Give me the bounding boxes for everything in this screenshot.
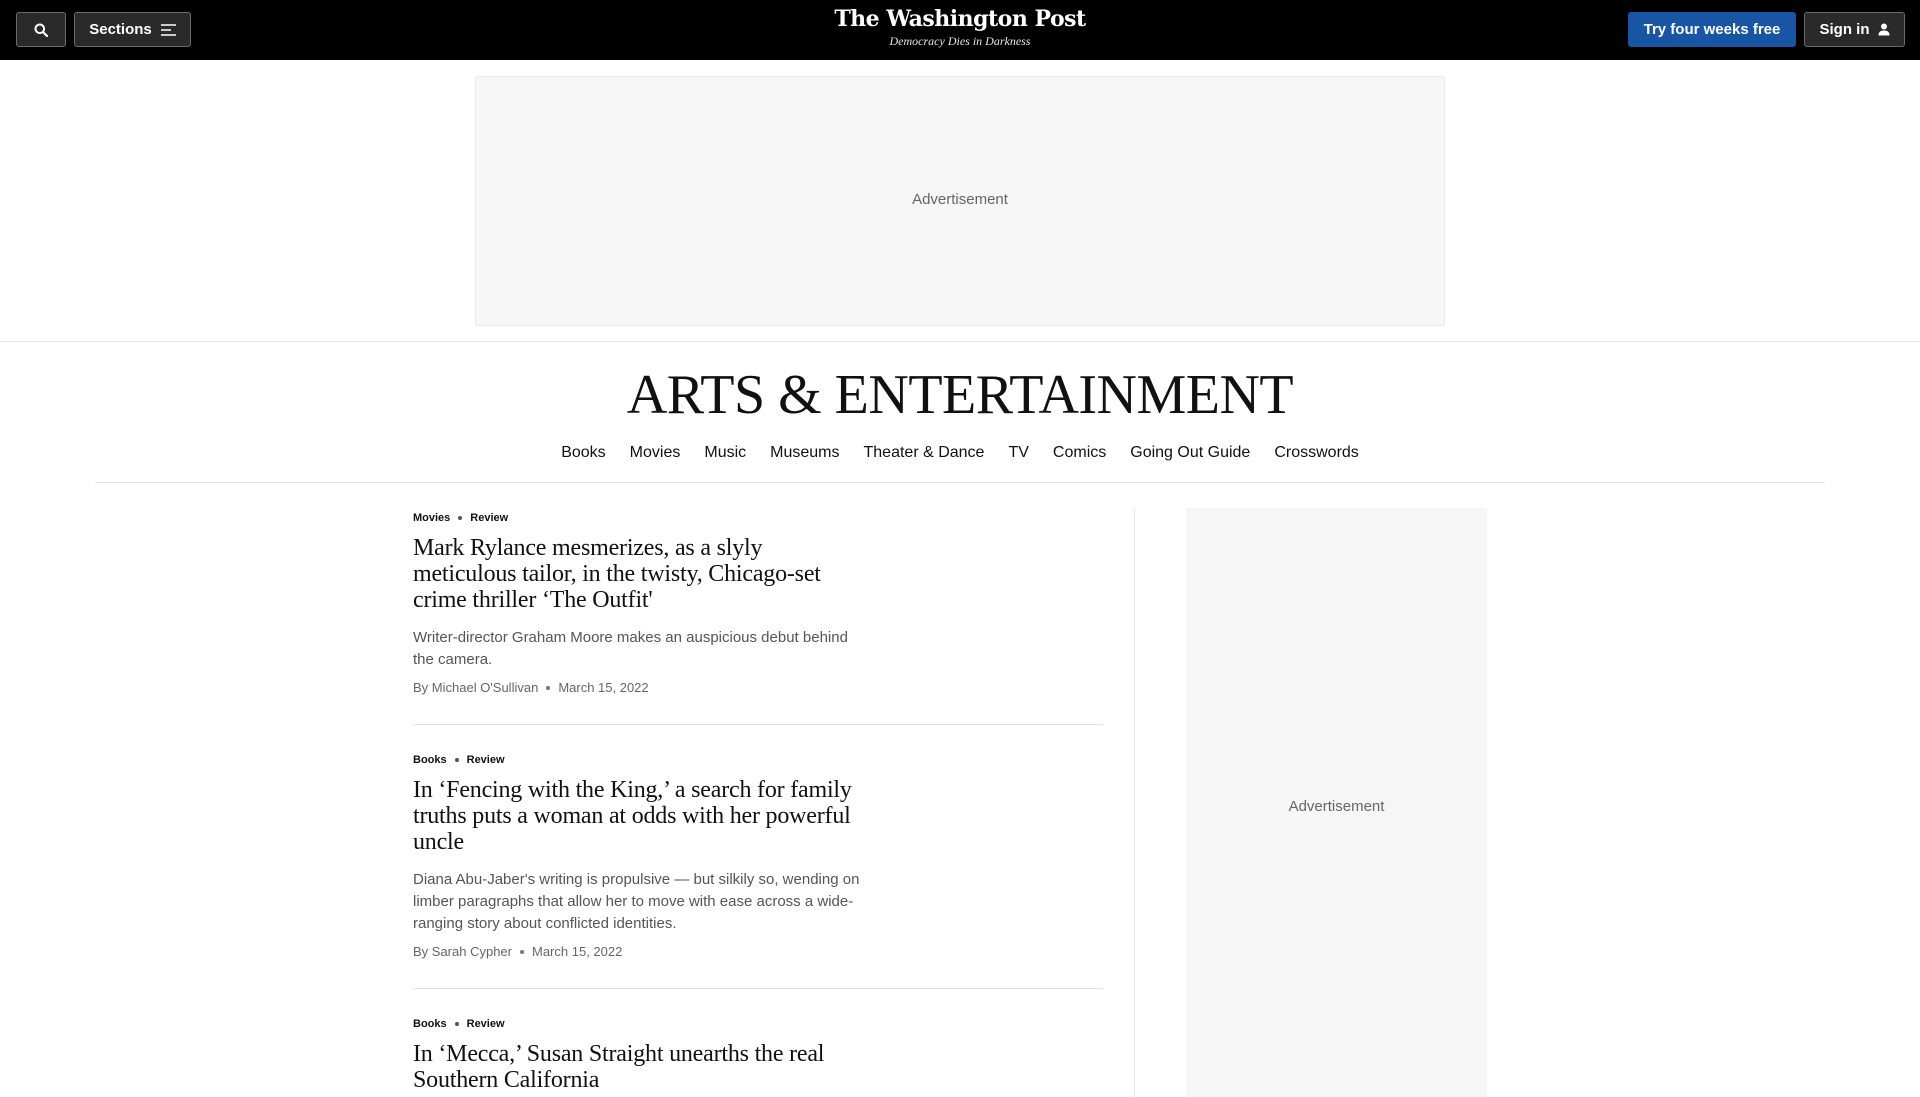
nav-item-movies[interactable]: Movies (629, 444, 681, 461)
search-icon (34, 23, 48, 37)
subscribe-button[interactable]: Try four weeks free (1628, 12, 1796, 47)
story-headline[interactable]: In ‘Mecca,’ Susan Straight unearths the real Southern California (413, 1041, 825, 1093)
story-card (413, 509, 1103, 695)
story-byline (413, 944, 1103, 959)
divider (95, 482, 1825, 483)
nav-item-tv[interactable]: TV (1008, 444, 1029, 461)
story-kicker (413, 509, 1103, 527)
column-divider (1134, 508, 1135, 1097)
nav-item-books[interactable]: Books (561, 444, 606, 461)
right-rail-advertisement[interactable] (1186, 508, 1487, 1097)
kicker-section[interactable]: Movies (413, 512, 451, 524)
kicker-label[interactable]: Review (466, 754, 505, 766)
top-navigation-bar (0, 0, 1920, 60)
nav-item-crosswords[interactable]: Crosswords (1274, 444, 1359, 461)
bullet-separator (455, 758, 459, 762)
story-headline[interactable]: Mark Rylance mesmerizes, as a slyly meticulous tailor, in the twisty, Chicago-set crime thriller ‘The Outfit' (413, 535, 821, 613)
story-kicker (413, 751, 1103, 769)
story-author[interactable]: By Sarah Cypher (413, 944, 512, 959)
nav-item-music[interactable]: Music (704, 444, 747, 461)
story-summary: Writer-director Graham Moore makes an auspicious debut behind the camera. (413, 629, 848, 668)
kicker-section[interactable]: Books (413, 754, 447, 766)
sections-label: Sections (89, 21, 152, 38)
divider (413, 988, 1103, 989)
kicker-label[interactable]: Review (466, 1018, 505, 1030)
story-card (413, 751, 1103, 959)
site-logo[interactable]: The Washington Post (834, 6, 1086, 32)
menu-lines-icon (161, 24, 176, 36)
section-title: ARTS & ENTERTAINMENT (626, 364, 1294, 426)
search-button[interactable] (16, 12, 66, 47)
nav-item-comics[interactable]: Comics (1052, 444, 1107, 461)
story-date: March 15, 2022 (532, 944, 623, 959)
story-summary: Diana Abu-Jaber's writing is propulsive — but silkily so, wending on limber paragraphs that allow her to move with ease across a wide-ranging story about conflicted identities. (413, 871, 860, 932)
bullet-separator (546, 686, 550, 690)
story-date: March 15, 2022 (558, 680, 649, 695)
sections-button[interactable] (74, 12, 191, 47)
top-advertisement[interactable] (475, 76, 1445, 326)
divider (413, 724, 1103, 725)
sign-in-button[interactable] (1804, 12, 1905, 47)
nav-item-museums[interactable]: Museums (770, 444, 840, 461)
advertisement-label: Advertisement (1288, 798, 1385, 815)
section-nav (460, 444, 1460, 462)
site-tagline: Democracy Dies in Darkness (889, 34, 1031, 48)
story-kicker (413, 1015, 1103, 1033)
kicker-section[interactable]: Books (413, 1018, 447, 1030)
story-byline (413, 680, 1103, 695)
nav-item-theater-dance[interactable]: Theater & Dance (863, 444, 985, 461)
user-icon (1878, 23, 1890, 36)
nav-item-going-out-guide[interactable]: Going Out Guide (1130, 444, 1251, 461)
bullet-separator (520, 950, 524, 954)
bullet-separator (455, 1022, 459, 1026)
story-headline[interactable]: In ‘Fencing with the King,’ a search for family truths puts a woman at odds with her powerful uncle (413, 777, 852, 855)
sign-in-label: Sign in (1819, 21, 1870, 38)
advertisement-label: Advertisement (912, 191, 1008, 208)
masthead[interactable] (760, 4, 1160, 48)
divider (0, 341, 1920, 342)
bullet-separator (458, 516, 462, 520)
story-card (413, 1015, 1103, 1093)
story-author[interactable]: By Michael O'Sullivan (413, 680, 539, 695)
kicker-label[interactable]: Review (470, 512, 509, 524)
